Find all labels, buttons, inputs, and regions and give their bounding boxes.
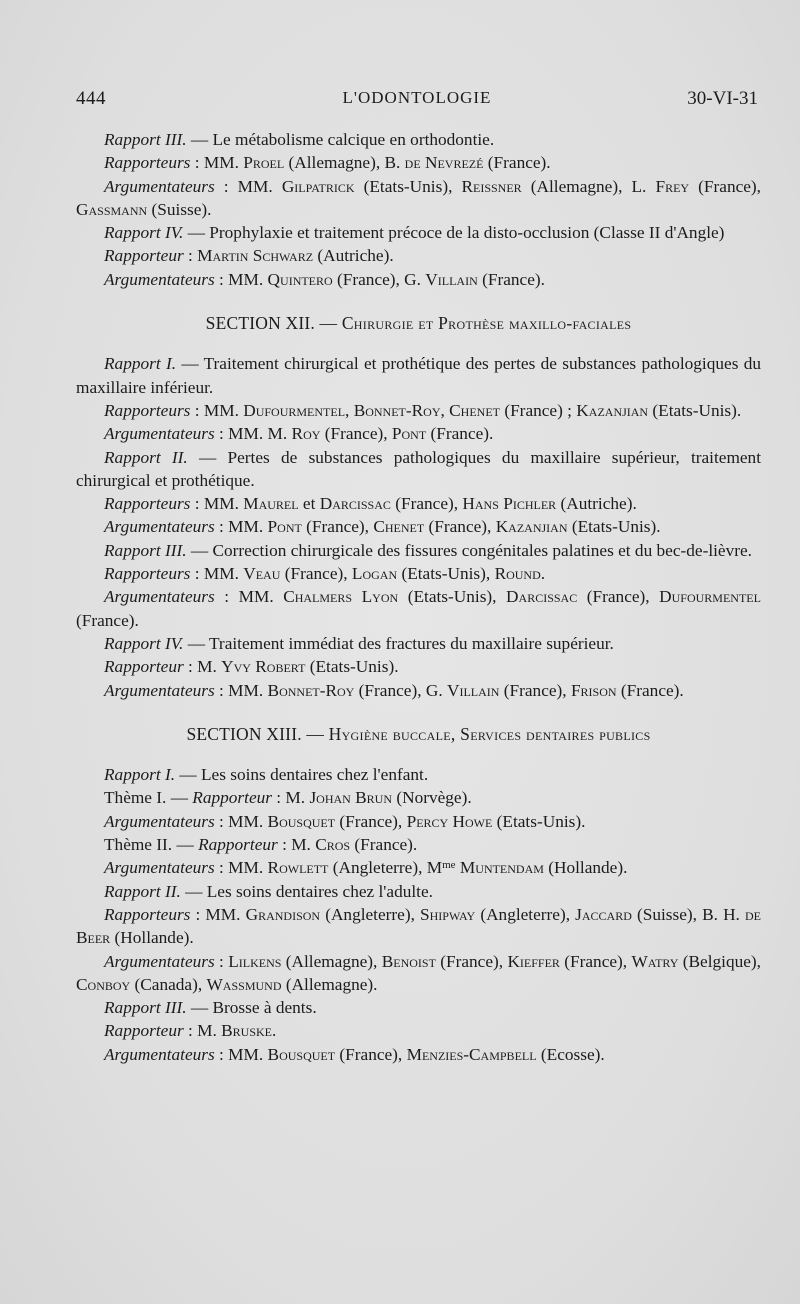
- label-italic: Argumentateurs: [104, 680, 215, 700]
- text-run: : MM.: [190, 904, 246, 924]
- text-run: (Etats-Unis),: [397, 564, 495, 584]
- label-italic: Rapport II.: [104, 447, 188, 467]
- person-name: Kazanjian: [576, 400, 649, 420]
- text-run: — Traitement chirurgical et prothétique des pertes de substances pathologiques du maxillaire inférieur.: [76, 354, 761, 397]
- paragraph: [76, 492, 761, 515]
- paragraph: [76, 655, 761, 678]
- text-run: (Etats-Unis),: [354, 176, 462, 196]
- person-name: Benoist: [381, 951, 436, 971]
- label-italic: Argumentateurs: [104, 858, 215, 878]
- person-name: de Nevrezé: [404, 153, 484, 173]
- text-run: (France),: [577, 587, 660, 607]
- label-italic: Rapporteurs: [104, 494, 191, 514]
- text-run: (France), G.: [332, 269, 426, 289]
- text-run: (France),: [435, 951, 508, 971]
- journal-title: L'ODONTOLOGIE: [342, 88, 492, 107]
- label-italic: Rapport I.: [104, 354, 177, 374]
- person-name: Chalmers Lyon: [283, 587, 399, 607]
- text-run: (Etats-Unis).: [305, 657, 399, 677]
- text-run: (France).: [616, 680, 684, 700]
- section-heading: [76, 723, 761, 746]
- person-name: Wassmund: [206, 974, 282, 994]
- text-run: (Ecosse).: [536, 1044, 605, 1064]
- person-name: Hans Pichler: [462, 494, 557, 514]
- running-header: [76, 88, 758, 118]
- paragraph: [76, 151, 761, 174]
- person-name: Bousquet: [267, 811, 336, 831]
- text-run: : MM.: [214, 858, 268, 878]
- person-name: Frison: [570, 680, 617, 700]
- issue-date: 30-VI-31: [687, 88, 758, 109]
- text-run: — Le métabolisme calcique en orthodontie.: [186, 130, 495, 149]
- person-name: Maurel: [243, 494, 299, 514]
- person-name: Quintero: [267, 269, 333, 289]
- paragraph: [76, 221, 761, 244]
- text-run: (France).: [350, 835, 418, 855]
- label-italic: Rapporteur: [104, 246, 184, 266]
- person-name: Menzies-Campbell: [406, 1044, 537, 1064]
- paragraph: [76, 903, 761, 950]
- text-run: (Suisse).: [147, 199, 212, 219]
- paragraph: [76, 585, 761, 632]
- person-name: Gilpatrick: [281, 176, 355, 196]
- text-run: (Etats-Unis),: [398, 587, 507, 607]
- person-name: Proel: [243, 153, 285, 173]
- label-italic: Rapport III.: [104, 998, 187, 1018]
- text-run: (Allemagne).: [281, 974, 378, 994]
- text-run: (Hollande).: [110, 928, 194, 948]
- person-name: Chirurgie et Prothèse maxillo-faciales: [341, 313, 632, 334]
- person-name: Shipway: [420, 904, 476, 924]
- person-name: Hygiène buccale, Services dentaires publics: [328, 723, 651, 744]
- text-run: : MM.: [214, 680, 268, 700]
- text-run: (France),: [320, 424, 392, 444]
- paragraph: [76, 632, 761, 655]
- label-italic: Rapporteurs: [104, 400, 191, 420]
- paragraph: [76, 352, 761, 399]
- paragraph: [76, 996, 761, 1019]
- person-name: Martin Schwarz: [197, 246, 314, 266]
- label-italic: Argumentateurs: [104, 176, 215, 196]
- text-run: Thème II. —: [104, 835, 199, 855]
- text-run: (Etats-Unis).: [567, 517, 661, 537]
- label-italic: Argumentateurs: [104, 811, 215, 831]
- person-name: Bonnet-Roy: [353, 400, 441, 420]
- person-name: Chenet: [449, 400, 500, 420]
- text-run: .: [272, 1021, 277, 1041]
- text-run: : M.: [277, 835, 316, 855]
- body-text: [76, 128, 761, 1066]
- text-run: (France),: [499, 680, 571, 700]
- text-run: (Suisse), B. H.: [631, 904, 745, 924]
- person-name: Jaccard: [575, 904, 632, 924]
- person-name: Darcissac: [506, 587, 578, 607]
- text-run: (Norvège).: [392, 788, 472, 808]
- text-run: (Allemagne),: [281, 951, 382, 971]
- text-run: : M.: [183, 1021, 222, 1041]
- text-run: SECTION XIII. —: [186, 723, 329, 744]
- label-italic: Rapporteur: [198, 835, 278, 855]
- label-italic: Rapporteur: [104, 657, 184, 677]
- text-run: (Allemagne), B.: [284, 153, 405, 173]
- person-name: Bruske: [221, 1021, 273, 1041]
- label-italic: Argumentateurs: [104, 587, 215, 607]
- text-run: (Angleterre),: [320, 904, 421, 924]
- paragraph: [76, 856, 761, 879]
- label-italic: Rapport III.: [104, 130, 187, 149]
- person-name: Logan: [351, 564, 398, 584]
- person-name: Grandison: [245, 904, 321, 924]
- person-name: Pont: [391, 424, 427, 444]
- text-run: :: [183, 246, 198, 266]
- text-run: me: [442, 859, 456, 872]
- person-name: Lilkens: [228, 951, 282, 971]
- person-name: Kazanjian: [495, 517, 568, 537]
- label-italic: Rapport III.: [104, 540, 187, 560]
- label-italic: Rapport II.: [104, 881, 181, 901]
- person-name: Round: [494, 564, 541, 584]
- paragraph: [76, 515, 761, 538]
- label-italic: Rapport IV.: [104, 633, 184, 653]
- person-name: Villain: [446, 680, 500, 700]
- text-run: ,: [345, 400, 354, 420]
- text-run: : MM.: [214, 176, 282, 196]
- text-run: (France).: [76, 610, 139, 630]
- text-run: — Les soins dentaires chez l'enfant.: [175, 765, 429, 785]
- text-run: : MM.: [214, 1044, 268, 1064]
- person-name: Chenet: [373, 517, 425, 537]
- paragraph: [76, 950, 761, 997]
- text-run: (France).: [426, 424, 494, 444]
- person-name: Frey: [655, 176, 690, 196]
- person-name: Pont: [267, 517, 302, 537]
- text-run: — Correction chirurgicale des fissures congénitales palatines et du bec-de-lièvre.: [186, 540, 752, 560]
- person-name: Cros: [315, 835, 351, 855]
- text-run: (Canada),: [130, 974, 207, 994]
- text-run: : MM.: [190, 153, 244, 173]
- text-run: : MM.: [190, 564, 244, 584]
- text-run: — Traitement immédiat des fractures du maxillaire supérieur.: [183, 633, 614, 653]
- text-run: : MM.: [214, 517, 268, 537]
- text-run: (Angleterre),: [475, 904, 576, 924]
- text-run: : MM.: [190, 494, 244, 514]
- label-italic: Rapport IV.: [104, 223, 184, 243]
- paragraph: [76, 446, 761, 493]
- person-name: Bonnet-Roy: [267, 680, 355, 700]
- person-name: Yvy Robert: [221, 657, 306, 677]
- paragraph: [76, 422, 761, 445]
- person-name: Conboy: [76, 974, 131, 994]
- text-run: — Brosse à dents.: [186, 998, 317, 1018]
- text-run: (France),: [301, 517, 374, 537]
- text-run: (France),: [335, 1044, 407, 1064]
- text-run: (France),: [689, 176, 762, 196]
- paragraph: [76, 175, 761, 222]
- text-run: (France), G.: [354, 680, 447, 700]
- person-name: Rowlett: [267, 858, 329, 878]
- person-name: Kieffer: [507, 951, 560, 971]
- text-run: : MM.: [190, 400, 244, 420]
- person-name: Gassmann: [76, 199, 148, 219]
- text-run: (Autriche).: [313, 246, 394, 266]
- text-run: (France).: [483, 153, 551, 173]
- text-run: Thème I. —: [104, 788, 193, 808]
- label-italic: Rapporteur: [104, 1021, 184, 1041]
- label-italic: Rapporteurs: [104, 904, 191, 924]
- paragraph: [76, 268, 761, 291]
- text-run: (Angleterre), M: [328, 858, 443, 878]
- paragraph: [76, 1019, 761, 1042]
- text-run: : MM.: [214, 811, 268, 831]
- page-number: 444: [76, 88, 106, 109]
- person-name: Muntendam: [459, 858, 544, 878]
- person-name: Percy Howe: [406, 811, 493, 831]
- label-italic: Rapporteurs: [104, 564, 191, 584]
- text-run: : MM. M.: [214, 424, 292, 444]
- text-run: (Belgique),: [678, 951, 762, 971]
- paragraph: [76, 539, 761, 562]
- label-italic: Argumentateurs: [104, 517, 215, 537]
- paragraph: [76, 128, 761, 151]
- person-name: de Beer: [76, 904, 761, 948]
- text-run: et: [298, 494, 320, 514]
- text-run: (Etats-Unis).: [492, 811, 586, 831]
- text-run: (France).: [477, 269, 545, 289]
- paragraph: [76, 679, 761, 702]
- text-run: (Hollande).: [543, 858, 628, 878]
- label-italic: Rapport I.: [104, 765, 176, 785]
- section-heading: [76, 312, 761, 335]
- text-run: — Les soins dentaires chez l'adulte.: [180, 881, 433, 901]
- text-run: (Allemagne), L.: [521, 176, 656, 196]
- paragraph: [76, 880, 761, 903]
- text-run: (France),: [280, 564, 352, 584]
- text-run: (France),: [335, 811, 407, 831]
- text-run: — Prophylaxie et traitement précoce de la disto-occlusion (Classe II d'Angle): [183, 223, 725, 243]
- text-run: .: [540, 564, 546, 584]
- label-italic: Argumentateurs: [104, 1044, 215, 1064]
- person-name: Reissner: [461, 176, 522, 196]
- paragraph: [76, 833, 761, 856]
- text-run: : MM.: [214, 587, 284, 607]
- text-run: (Autriche).: [556, 494, 637, 514]
- paragraph: [76, 562, 761, 585]
- person-name: Darcissac: [319, 494, 391, 514]
- text-run: : M.: [183, 657, 222, 677]
- person-name: Watry: [631, 951, 679, 971]
- paragraph: [76, 399, 761, 422]
- paragraph: [76, 810, 761, 833]
- person-name: Bousquet: [267, 1044, 336, 1064]
- text-run: ,: [440, 400, 450, 420]
- person-name: Johan Brun: [309, 788, 393, 808]
- person-name: Veau: [243, 564, 281, 584]
- text-run: (France),: [424, 517, 496, 537]
- label-italic: Argumentateurs: [104, 951, 215, 971]
- label-italic: Argumentateurs: [104, 269, 215, 289]
- paragraph: [76, 1043, 761, 1066]
- text-run: (France),: [559, 951, 632, 971]
- person-name: Villain: [425, 269, 478, 289]
- text-run: — Pertes de substances pathologiques du maxillaire supérieur, traitement chirurgical et prothétique.: [76, 447, 762, 490]
- text-run: (Etats-Unis).: [648, 400, 742, 420]
- person-name: Roy: [291, 424, 321, 444]
- person-name: Dufourmentel: [243, 400, 346, 420]
- text-run: SECTION XII. —: [205, 313, 342, 334]
- text-run: (France),: [390, 494, 463, 514]
- person-name: Dufourmentel: [659, 587, 761, 607]
- paragraph: [76, 244, 761, 267]
- label-italic: Rapporteur: [192, 788, 272, 808]
- text-run: (France) ;: [500, 400, 577, 420]
- text-run: :: [214, 951, 229, 971]
- text-run: : M.: [271, 788, 310, 808]
- label-italic: Rapporteurs: [104, 153, 191, 173]
- paragraph: [76, 786, 761, 809]
- paragraph: [76, 763, 761, 786]
- text-run: : MM.: [214, 269, 268, 289]
- label-italic: Argumentateurs: [104, 424, 215, 444]
